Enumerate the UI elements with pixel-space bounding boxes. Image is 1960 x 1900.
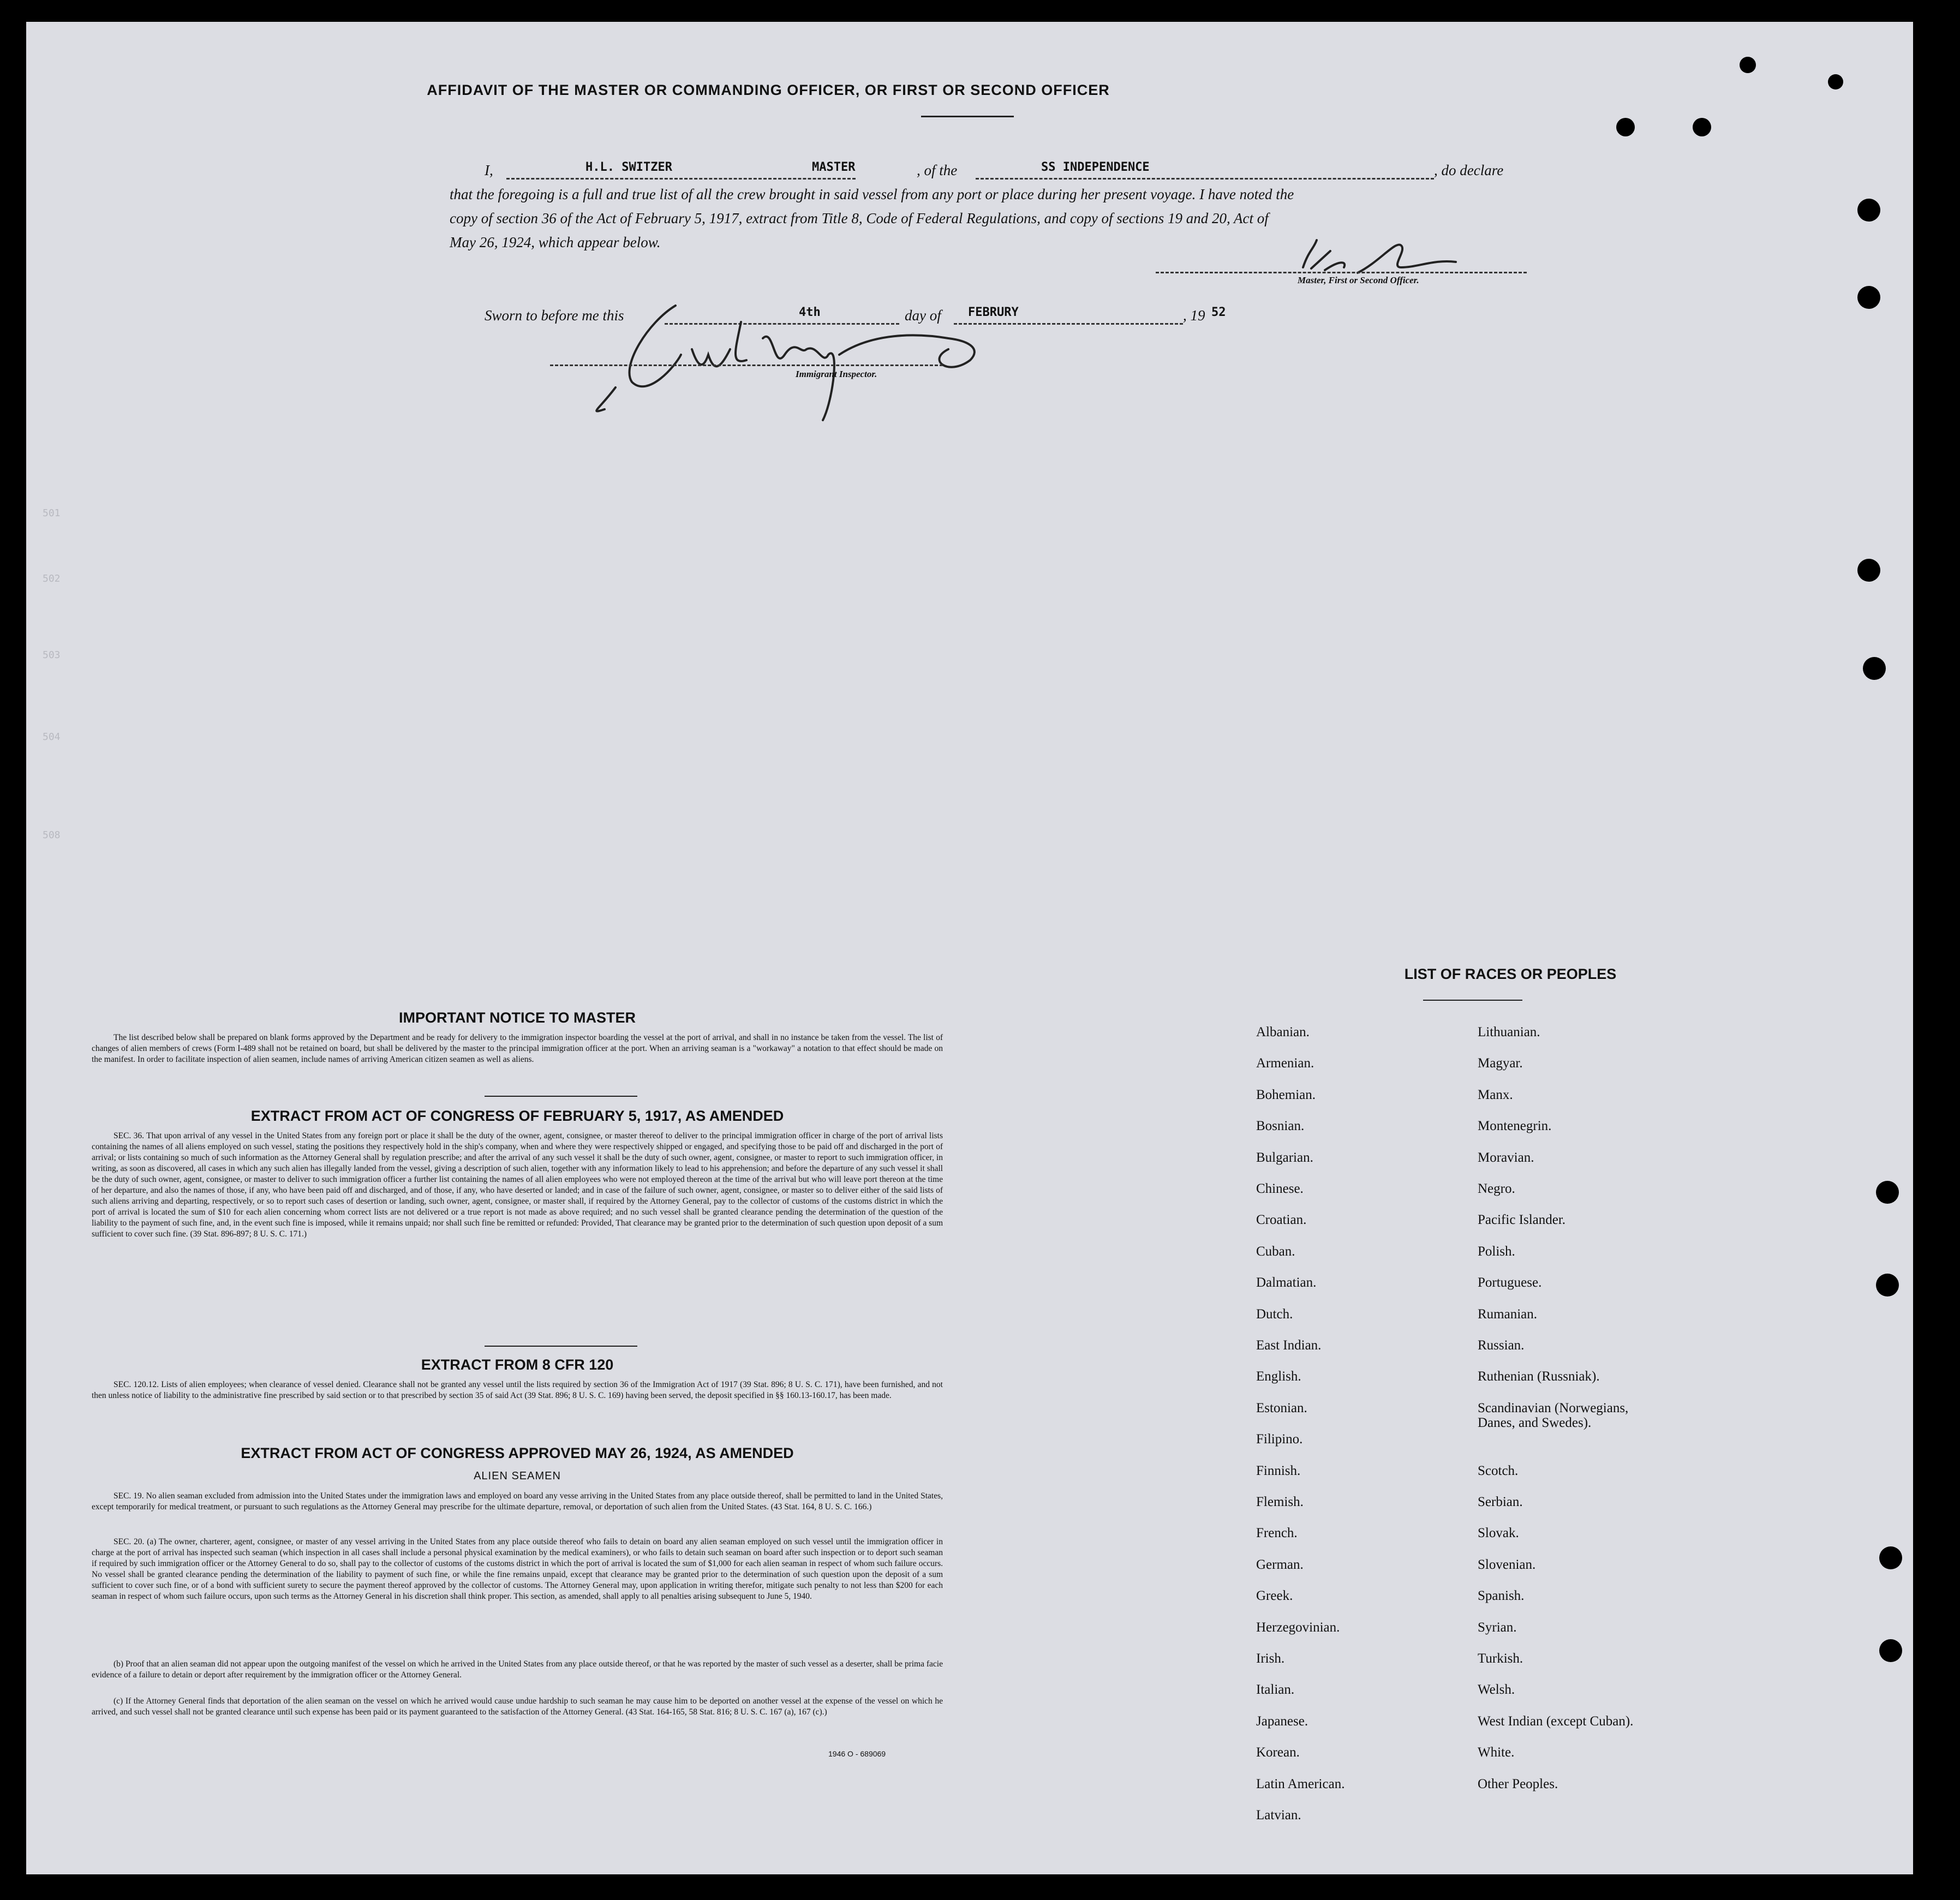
race-item: Magyar.	[1478, 1056, 1523, 1071]
race-item: Cuban.	[1256, 1244, 1295, 1259]
do-declare-label: , do declare	[1434, 162, 1504, 178]
officer-name: H.L. SWITZER	[585, 160, 672, 174]
day-of-label: day of	[905, 307, 941, 324]
punch-hole	[1857, 199, 1880, 222]
year-label: , 19	[1183, 307, 1205, 324]
sworn-year: 52	[1211, 306, 1226, 319]
race-item: Negro.	[1478, 1181, 1515, 1196]
officer-fill-line	[506, 178, 856, 180]
race-item: Turkish.	[1478, 1651, 1523, 1666]
punch-hole	[1857, 559, 1880, 582]
vessel-name: SS INDEPENDENCE	[1041, 160, 1150, 174]
cfr-title: EXTRACT FROM 8 CFR 120	[421, 1357, 614, 1373]
of-the-label: , of the	[917, 162, 958, 178]
punch-hole	[1616, 118, 1635, 136]
notice-divider	[485, 1096, 637, 1097]
punch-hole	[1693, 118, 1711, 136]
race-item: Rumanian.	[1478, 1306, 1538, 1322]
master-signature-line	[1156, 272, 1527, 273]
sec19-text: SEC. 19. No alien seaman excluded from admission into the United States under the immigration laws and employed on board any vesse arriving in the United States from any place outside thereof, shall be permitted to land in the United States, except temporarily for medical treatment, or pursuant to such regulations as the Attorney General may prescribe for the ultimate departure, removal, or deportation of such alien from the United States. (43 Stat. 164, 8 U. S. C. 166.)	[92, 1491, 943, 1511]
race-item: Slovak.	[1478, 1526, 1519, 1541]
punch-hole	[1828, 74, 1843, 89]
race-item: Scandinavian (Norwegians, Danes, and Swedes).	[1478, 1400, 1629, 1430]
sworn-label: Sworn to before me this	[485, 307, 624, 324]
race-item: Estonian.	[1256, 1400, 1307, 1415]
race-item: Montenegrin.	[1478, 1119, 1552, 1134]
sec20b-text: (b) Proof that an alien seaman did not appear upon the outgoing manifest of the vessel on which he arrived in the United States from any place outside thereof, or that he was reported by the master of such vessel as a deserter, shall be prima facie evidence of a failure to detain or deport after requirement by the immigration officer or the Attorney General.	[92, 1659, 943, 1680]
race-item: Greek.	[1256, 1588, 1293, 1604]
race-item: Dalmatian.	[1256, 1275, 1317, 1290]
alien-seamen-subtitle: ALIEN SEAMEN	[474, 1470, 561, 1482]
affidavit-text-line4: May 26, 1924, which appear below.	[450, 234, 661, 250]
inspector-caption: Immigrant Inspector.	[796, 369, 877, 379]
race-item: Herzegovinian.	[1256, 1620, 1340, 1635]
affidavit-text-line3: copy of section 36 of the Act of February 5, 1917, extract from Title 8, Code of Federal Regulations, and copy of sections 19 and 20, Act of	[450, 210, 1269, 226]
race-item: Chinese.	[1256, 1181, 1304, 1196]
race-item: Slovenian.	[1478, 1557, 1536, 1572]
race-item: Bulgarian.	[1256, 1150, 1313, 1165]
race-item: Korean.	[1256, 1745, 1300, 1760]
race-item: Irish.	[1256, 1651, 1285, 1666]
race-item: Croatian.	[1256, 1212, 1307, 1228]
print-code: 1946 O - 689069	[828, 1749, 886, 1758]
race-item: Scotch.	[1478, 1463, 1519, 1478]
inspector-signature-line	[550, 365, 943, 366]
race-item: German.	[1256, 1557, 1304, 1572]
race-item: Lithuanian.	[1478, 1025, 1540, 1039]
race-item: Dutch.	[1256, 1306, 1293, 1322]
inspector-signature	[566, 289, 1047, 426]
race-item: Moravian.	[1478, 1150, 1534, 1165]
extract-1924-title: EXTRACT FROM ACT OF CONGRESS APPROVED MAY 26, 1924, AS AMENDED	[241, 1445, 794, 1461]
race-item: Bohemian.	[1256, 1087, 1316, 1102]
race-item: French.	[1256, 1526, 1298, 1541]
race-item: Pacific Islander.	[1478, 1212, 1566, 1228]
cfr-body: SEC. 120.12. Lists of alien employees; when clearance of vessel denied. Clearance shall not be granted any vessel until the lists required by section 36 of the Immigration Act of 1917 (39 Stat. 896; 8 U. S. C. 171), have been furnished, and not then unless notice of liability to the administrative fine prescribed by said section or to that prescribed by section 35 of said Act (39 Stat. 896; 8 U. S. C. 169) having been served, the deposit specified in §§ 160.13-160.17, has been made.	[92, 1380, 943, 1400]
race-item: Spanish.	[1478, 1588, 1525, 1604]
races-title: LIST OF RACES OR PEOPLES	[1404, 966, 1617, 982]
race-item: East Indian.	[1256, 1338, 1322, 1353]
punch-hole	[1857, 286, 1880, 309]
race-item: White.	[1478, 1745, 1515, 1760]
race-item: Bosnian.	[1256, 1119, 1305, 1134]
sworn-month: FEBRURY	[968, 306, 1019, 319]
race-item: English.	[1256, 1369, 1301, 1384]
sec20a-text: SEC. 20. (a) The owner, charterer, agent, consignee, or master of any vessel arriving in the United States from any place outside thereof who fails to detain on board any alien seaman employed on such vessel until the immigration officer in charge at the port of arrival has inspected such seaman (which inspection in all cases shall include a personal physical examination by the medical examiners), or who fails to detain such seaman on board after such inspection or to deport such seaman if required by such immigration officer or the Attorney General to do so, shall pay to the collector of customs of the customs district in which the port of arrival is located the sum of $1,000 for each alien seaman in respect of whom such failure occurs. No vessel shall be granted clearance pending the determination of the liability to payment of such fine, or while the fine remains unpaid, except that clearance may be granted prior to the determination of such question upon the deposit of a sum sufficient to cover such fine, or of a bond with sufficient surety to secure the payment thereof approved by the collector of customs. The Attorney General may, upon application in writing therefor, mitigate such penalty to not less than $200 for each seaman in respect of whom such failure occurs, upon such terms as the Attorney General in his discretion shall think proper. This section, as amended, shall apply to all penalties arising subsequent to June 5, 1940.	[92, 1537, 943, 1601]
race-item: Albanian.	[1256, 1025, 1310, 1039]
extract-1917-title: EXTRACT FROM ACT OF CONGRESS OF FEBRUARY 5, 1917, AS AMENDED	[250, 1108, 784, 1124]
race-item: West Indian (except Cuban).	[1478, 1713, 1634, 1729]
punch-hole	[1879, 1546, 1902, 1569]
affidavit-title: AFFIDAVIT OF THE MASTER OR COMMANDING OFFICER, OR FIRST OR SECOND OFFICER	[427, 82, 1110, 98]
affidavit-text-line2: that the foregoing is a full and true list of all the crew brought in said vessel from any port or place during her present voyage. I have noted the	[450, 186, 1294, 202]
race-item: Flemish.	[1256, 1495, 1304, 1509]
race-item: Japanese.	[1256, 1713, 1308, 1729]
race-item: Filipino.	[1256, 1432, 1303, 1447]
title-divider	[921, 116, 1014, 117]
vessel-fill-line	[976, 178, 1434, 180]
punch-hole	[1876, 1181, 1899, 1204]
race-item: Manx.	[1478, 1087, 1513, 1102]
race-item: Italian.	[1256, 1682, 1295, 1698]
punch-hole	[1740, 57, 1756, 73]
race-item: Portuguese.	[1478, 1275, 1542, 1290]
race-item: Welsh.	[1478, 1682, 1515, 1698]
race-item: Armenian.	[1256, 1056, 1314, 1071]
race-item: Finnish.	[1256, 1463, 1301, 1478]
manifest-sheet: 501 502 503 504 508 AFFIDAVIT OF THE MASTER OR COMMANDING OFFICER, OR FIRST OR SECOND OFFICER I, H.L. SWITZER MASTER , of the SS INDEPENDENCE , do declare that the foregoing is a full and true list of all the crew brought in said vessel from any port or place during her present voyage. I have noted the copy of section 36 of the Act of February 5, 1917, extract from Title 8, Code of Federal Regulations, and copy of sections 19 and 20, Act of May 26, 1924, which appear below. Master, First or Second Officer. Sworn to before me this 4th day of FEBRURY , 19 52 Immigrant Inspector. IMPORTANT NOTICE TO MASTER The list described below shall be prepared on blank forms approved by the Department and be ready for delivery to the immigration inspector boarding the vessel at the port of arrival, and shall in no instance be taken from the vessel. The list of changes of alien members of crews (Form I-489 shall not be retained on board, but shall be delivered by the master to the principal immigration officer at the port. When an arriving seaman is a "workaway" a notation to that effect should be made on the manifest. In order to facilitate inspection of alien seamen, include names of arriving American citizen seamen as well as aliens. EXTRACT FROM ACT OF CONGRESS OF FEBRUARY 5, 1917, AS AMENDED SEC. 36. That upon arrival of any vessel in the United States from any foreign port or place it shall be the duty of the owner, agent, consignee, or master thereof to deliver to the principal immigration officer in charge of the port of arrival lists containing the names of all aliens employed on such vessel, stating the positions they respectively hold in the ship's company, when and where they were respectively shipped or engaged, and specifying those to be paid off and discharged in the port of arrival; or lists containing so much of such information as the Attorney General shall by regulation prescribe; and after the arrival of any such vessel it shall be the duty of such owner, agent, consignee, or master to report to such immigration officer, in writing, as soon as discovered, all cases in which any such alien has illegally landed from the vessel, giving a description of such alien, together with any information likely to lead to his apprehension; and before the departure of any such vessel it shall be the duty of such owner, agent, consignee, or master to deliver to such immigration officer a further list containing the names of all alien employees who were not employed thereon at the time of the arrival but who will leave port thereon at the time of her departure, and also the names of those, if any, who have been paid off and discharged, and of those, if any, who have deserted or landed; and in case of the failure of such owner, agent, consignee, or master so to deliver either of the said lists of such aliens arriving and departing, respectively, or so to report such cases of desertion or landing, such owner, agent, consignee, or master shall, if required by the Attorney General, pay to the collector of customs of the customs district in which the port of arrival is located the sum of $10 for each alien concerning whom correct lists are not delivered or a true report is not made as above required; and no such vessel shall be granted clearance pending the determination of the question of the liability to the payment of such fine, and, in the event such fine is imposed, while it remains unpaid; nor shall such fine be remitted or refunded: Provided, That clearance may be granted prior to the determination of such question upon deposit of a sum sufficient to cover such fine. (39 Stat. 896-897; 8 U. S. C. 171.) EXTRACT FROM 8 CFR 120 SEC. 120.12. Lists of alien employees; when clearance of vessel denied. Clearance shall not be granted any vessel until the lists required by section 36 of the Immigration Act of 1917 (39 Stat. 896; 8 U. S. C. 171), have been furnished, and not then unless notice of liability to the administrative fine prescribed by said section or to that prescribed by section 35 of said Act (39 Stat. 896; 8 U. S. C. 169) having been served, the deposit specified in §§ 160.13-160.17, has been made. EXTRACT FROM ACT OF CONGRESS APPROVED MAY 26, 1924, AS AMENDED ALIEN SEAMEN SEC. 19. No alien seaman excluded from admission into the United States under the immigration laws and employed on board any vesse arriving in the United States from any place outside thereof, shall be permitted to land in the United States, except temporarily for medical treatment, or pursuant to such regulations as the Attorney General may prescribe for the ultimate departure, removal, or deportation of such alien from the United States. (43 Stat. 164, 8 U. S. C. 166.) SEC. 20. (a) The owner, charterer, agent, consignee, or master of any vessel arriving in the United States from any place outside thereof who fails to detain on board any alien seaman employed on such vessel until the immigration officer in charge at the port of arrival has inspected such seaman (which inspection in all cases shall include a personal physical examination by the medical examiners), or who fails to detain such seaman on board after such inspection or to deport such seaman if required by such immigration officer or the Attorney General to do so, shall pay to the collector of customs of the customs district in which the port of arrival is located the sum of $1,000 for each alien seaman in respect of whom such failure occurs. No vessel shall be granted clearance pending the determination of the liability to payment of such fine, or while the fine remains unpaid, except that clearance may be granted prior to the determination of such question upon the deposit of a sum sufficient to cover such fine, or of a bond with sufficient surety to secure the payment thereof approved by the collector of customs. The Attorney General may, upon application in writing therefor, mitigate such penalty to not less than $200 for each seaman in respect of whom such failure occurs, upon such terms as the Attorney General in his discretion shall think proper. This section, as amended, shall apply to all penalties arising subsequent to June 5, 1940. (b) Proof that an alien seaman did not appear upon the outgoing manifest of the vessel on which he arrived in the United States from any place outside thereof, or that he was reported by the master of such vessel as a deserter, shall be prima facie evidence of a failure to detain or deport after requirement by the immigration officer or the Attorney General. (c) If the Attorney General finds that deportation of the alien seaman on the vessel on which he arrived would cause undue hardship to such seaman he may cause him to be deported on another vessel at the expense of the vessel on which he arrived, and such vessel shall not be granted clearance until such expense has been paid or its payment guaranteed to the satisfaction of the Attorney General. (43 Stat. 164-165, 58 Stat. 816; 8 U. S. C. 167 (a), 167 (c).) 1946 O - 689069 LIST OF RACES OR PEOPLES Albanian. Armenian. Bohemian. Bosnian. Bulgarian. Chinese. Croatian. Cuban. Dalmatian. Dutch. East Indian. English. Estonian. Filipino. Finnish. Flemish. French. German. Greek. Herzegovinian. Irish. Italian. Japanese. Korean. Latin American. Latvian. Lithuanian. Magyar. Manx. Montenegrin. Moravian. Negro. Pacific Islander. Polish. Portuguese. Rumanian. Russian. Ruthenian (Russniak). Scandinavian (Norwegians, Danes, and Swedes). Scotch. Serbian. Slovak. Slovenian. Spanish. Syrian. Turkish. Welsh. West Indian (except Cuban). White. Other Peoples.	[26, 22, 1913, 1874]
punch-hole	[1876, 1274, 1899, 1296]
sworn-day: 4th	[799, 306, 821, 319]
extract-1917-divider	[485, 1346, 637, 1347]
punch-hole	[1879, 1639, 1902, 1662]
race-item: Latin American.	[1256, 1776, 1345, 1791]
races-divider	[1423, 1000, 1522, 1001]
notice-title: IMPORTANT NOTICE TO MASTER	[399, 1009, 636, 1026]
signature-caption: Master, First or Second Officer.	[1298, 275, 1419, 285]
sec20c-text: (c) If the Attorney General finds that deportation of the alien seaman on the vessel on which he arrived would cause undue hardship to such seaman he may cause him to be deported on another vessel at the expense of the vessel on which he arrived, and such vessel shall not be granted clearance until such expense has been paid or its payment guaranteed to the satisfaction of the Attorney General. (43 Stat. 164-165, 58 Stat. 816; 8 U. S. C. 167 (a), 167 (c).)	[92, 1696, 943, 1717]
race-item: Latvian.	[1256, 1808, 1301, 1823]
notice-body: The list described below shall be prepared on blank forms approved by the Department and be ready for delivery to the immigration inspector boarding the vessel at the port of arrival, and shall in no instance be taken from the vessel. The list of changes of alien members of crews (Form I-489 shall not be retained on board, but shall be delivered by the master to the principal immigration officer at the port. When an arriving seaman is a "workaway" a notation to that effect should be made on the manifest. In order to facilitate inspection of alien seamen, include names of arriving American citizen seamen as well as aliens.	[92, 1033, 943, 1064]
race-item: Ruthenian (Russniak).	[1478, 1369, 1600, 1384]
punch-hole	[1863, 657, 1886, 680]
race-item: Syrian.	[1478, 1620, 1517, 1635]
race-item: Serbian.	[1478, 1495, 1523, 1509]
extract-1917-body: SEC. 36. That upon arrival of any vessel in the United States from any foreign port or place it shall be the duty of the owner, agent, consignee, or master thereof to deliver to the principal immigration officer in charge of the port of arrival lists containing the names of all aliens employed on such vessel, stating the positions they respectively hold in the ship's company, when and where they were respectively shipped or engaged, and specifying those to be paid off and discharged in the port of arrival; or lists containing so much of such information as the Attorney General shall by regulation prescribe; and after the arrival of any such vessel it shall be the duty of such owner, agent, consignee, or master to report to such immigration officer, in writing, as soon as discovered, all cases in which any such alien has illegally landed from the vessel, giving a description of such alien, together with any information likely to lead to his apprehension; and before the departure of any such vessel it shall be the duty of such owner, agent, consignee, or master to deliver to such immigration officer a further list containing the names of all alien employees who were not employed thereon at the time of the arrival but who will leave port thereon at the time of her departure, and also the names of those, if any, who have been paid off and discharged, and of those, if any, who have deserted or landed; and in case of the failure of such owner, agent, consignee, or master so to deliver either of the said lists of such aliens arriving and departing, respectively, or so to report such cases of desertion or landing, such owner, agent, consignee, or master shall, if required by the Attorney General, pay to the collector of customs of the customs district in which the port of arrival is located the sum of $10 for each alien concerning whom correct lists are not delivered or a true report is not made as above required; and no such vessel shall be granted clearance pending the determination of the question of the liability to the payment of such fine, and, in the event such fine is imposed, while it remains unpaid; nor shall such fine be remitted or refunded: Provided, That clearance may be granted prior to the determination of such question upon deposit of a sum sufficient to cover such fine. (39 Stat. 896-897; 8 U. S. C. 171.)	[92, 1131, 943, 1239]
race-item: Polish.	[1478, 1244, 1515, 1259]
race-item: Russian.	[1478, 1338, 1525, 1353]
race-item: Other Peoples.	[1478, 1776, 1558, 1791]
officer-title: MASTER	[812, 160, 856, 174]
affidavit-i-label: I,	[485, 162, 493, 178]
